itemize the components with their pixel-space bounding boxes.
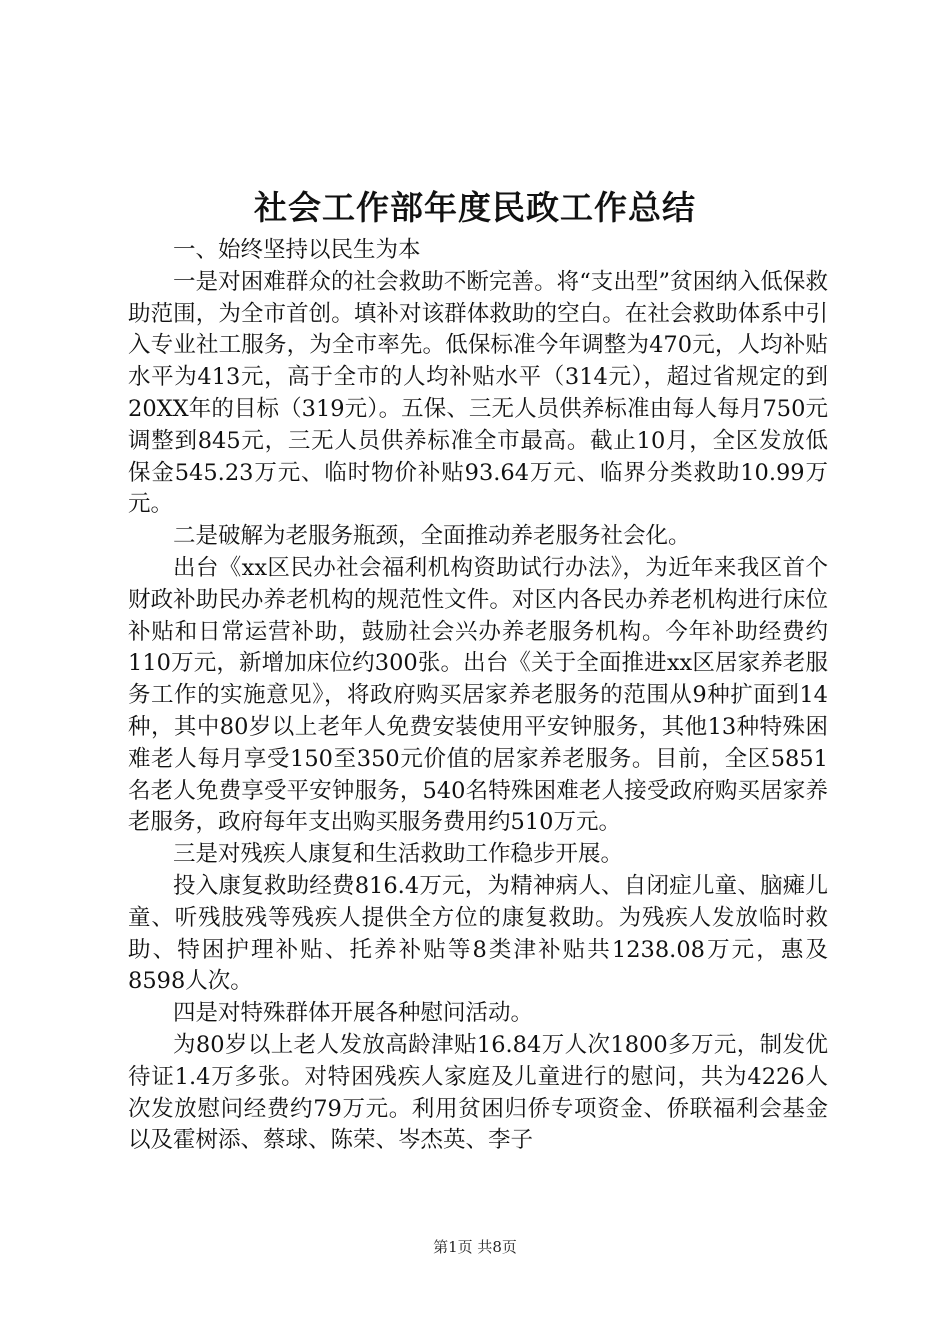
page-number: 第1页 共8页 — [433, 1238, 517, 1256]
section-heading: 一、始终坚持以民生为本 — [173, 237, 421, 263]
body-paragraph: 二是破解为老服务瓶颈，全面推动养老服务社会化。 — [173, 523, 691, 550]
body-paragraph: 出台《xx区民办社会福利机构资助试行办法》，为近年来我区首个财政补助民办养老机构的规范性文件。对区内各民办养老机构进行床位补贴和日常运营补助，鼓励社会兴办养老服务机构。今年补助经费约110万元，新增加床位约300张。出台《关于全面推进xx区居家养老服务工作的实施意见》，将政府购买居家养老服务的范围从9种扩面到14种，其中80岁以上老年人免费安装使用平安钟服务，其他13种特殊困难老人每月享受150至350元价值的居家养老服务。目前，全区5851名老人免费享受平安钟服务，540名特殊困难老人接受政府购买居家养老服务，政府每年支出购买服务费用约510万元。 — [128, 554, 828, 836]
body-paragraph: 四是对特殊群体开展各种慰问活动。 — [173, 1000, 534, 1027]
document-body — [128, 235, 828, 1157]
body-paragraph: 三是对残疾人康复和生活救助工作稳步开展。 — [173, 841, 624, 868]
body-paragraph: 为80岁以上老人发放高龄津贴16.84万人次1800多万元，制发优待证1.4万多张。对特困残疾人家庭及儿童进行的慰问，共为4226人次发放慰问经费约79万元。利用贫困归侨专项资金、侨联福利会基金以及霍树添、蔡球、陈荣、岑杰英、李子 — [128, 1031, 828, 1154]
body-paragraph: 投入康复救助经费816.4万元，为精神病人、自闭症儿童、脑瘫儿童、听残肢残等残疾人提供全方位的康复救助。为残疾人发放临时救助、特困护理补贴、托养补贴等8类津补贴共1238.08万元，惠及8598人次。 — [128, 872, 828, 995]
document-title: 社会工作部年度民政工作总结 — [254, 188, 696, 227]
body-paragraph: 一是对困难群众的社会救助不断完善。将“支出型”贫困纳入低保救助范围，为全市首创。填补对该群体救助的空白。在社会救助体系中引入专业社工服务，为全市率先。低保标准今年调整为470元，人均补贴水平为413元，高于全市的人均补贴水平（314元），超过省规定的到20XX年的目标（319元）。五保、三无人员供养标准由每人每月750元调整到845元，三无人员供养标准全市最高。截止10月，全区发放低保金545.23万元、临时物价补贴93.64万元、临界分类救助10.99万元。 — [128, 268, 828, 518]
